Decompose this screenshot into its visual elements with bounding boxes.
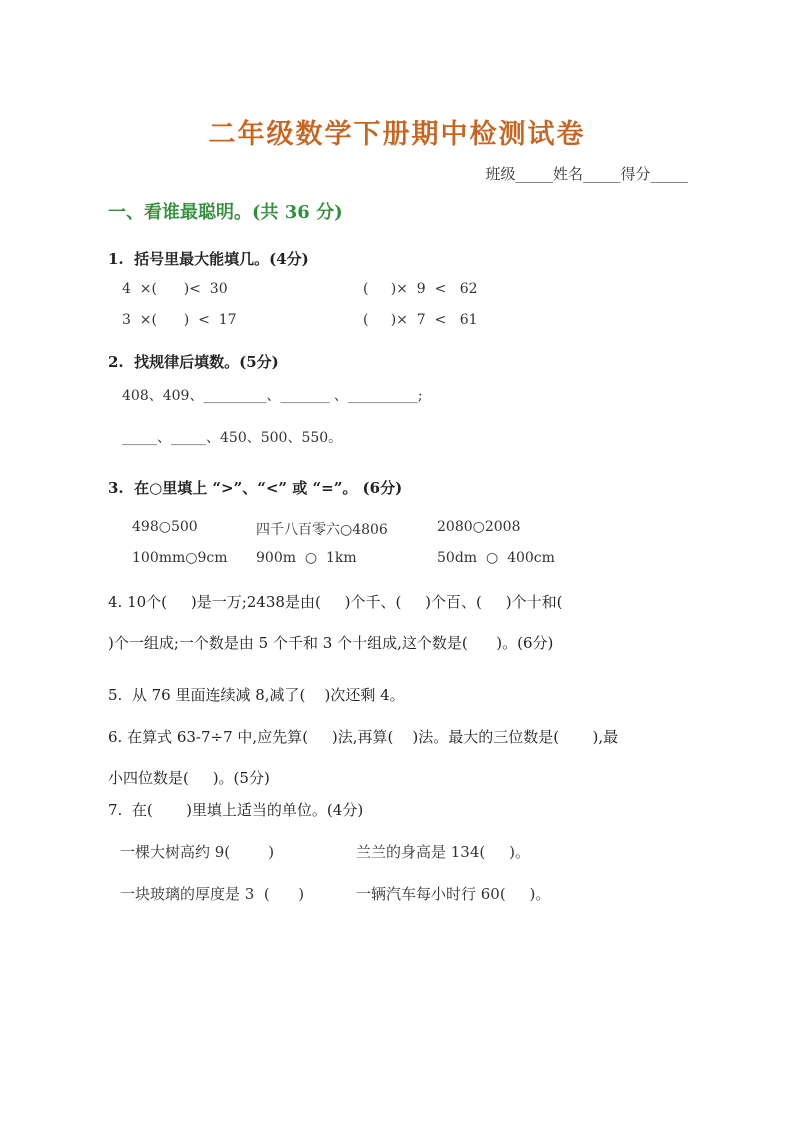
q1-row1-right: ( )× 9 < 62	[363, 281, 478, 297]
question-4-line2: )个一组成;一个数是由 5 个千和 3 个十组成,这个数是( )。(6分)	[108, 634, 554, 652]
student-info-line: 班级_____姓名_____得分_____	[485, 165, 688, 183]
question-2-heading: 2. 找规律后填数。(5分)	[108, 353, 279, 371]
question-5: 5. 从 76 里面连续减 8,减了( )次还剩 4。	[108, 686, 405, 704]
question-6-line2: 小四位数是( )。(5分)	[108, 769, 270, 787]
page-title: 二年级数学下册期中检测试卷	[208, 119, 586, 150]
q7-r1c1: 一棵大树高约 9( )	[120, 843, 275, 861]
q1-row1-left: 4 ×( )< 30	[122, 281, 228, 297]
q3-r2c3: 50dm ○ 400cm	[437, 550, 555, 566]
q2-line1: 408、409、_________、_______ 、__________;	[122, 388, 423, 404]
question-1-heading: 1. 括号里最大能填几。(4分)	[108, 250, 309, 268]
q3-r2c2: 900m ○ 1km	[256, 550, 357, 566]
q7-r2c1: 一块玻璃的厚度是 3 ( )	[120, 885, 305, 903]
q3-r1c3: 2080○2008	[437, 519, 521, 535]
question-7-heading: 7. 在( )里填上适当的单位。(4分)	[108, 801, 364, 819]
question-3-heading: 3. 在○里填上 “>”、“<” 或 “=”。 (6分)	[108, 479, 403, 497]
section-heading: 一、看谁最聪明。(共 36 分)	[108, 202, 343, 223]
q3-r2c1: 100mm○9cm	[132, 550, 228, 566]
q1-row2-left: 3 ×( ) < 17	[122, 312, 237, 328]
q3-r1c1: 498○500	[132, 519, 198, 535]
q7-r2c2: 一辆汽车每小时行 60( )。	[356, 885, 551, 903]
q2-line2: _____、_____、450、500、550。	[122, 430, 343, 446]
question-4-line1: 4. 10个( )是一万;2438是由( )个千、( )个百、( )个十和(	[108, 593, 563, 611]
question-6-line1: 6. 在算式 63-7÷7 中,应先算( )法,再算( )法。最大的三位数是( ),最	[108, 728, 619, 746]
q3-r1c2: 四千八百零六○4806	[256, 522, 388, 538]
q1-row2-right: ( )× 7 < 61	[363, 312, 478, 328]
q7-r1c2: 兰兰的身高是 134( )。	[356, 843, 530, 861]
